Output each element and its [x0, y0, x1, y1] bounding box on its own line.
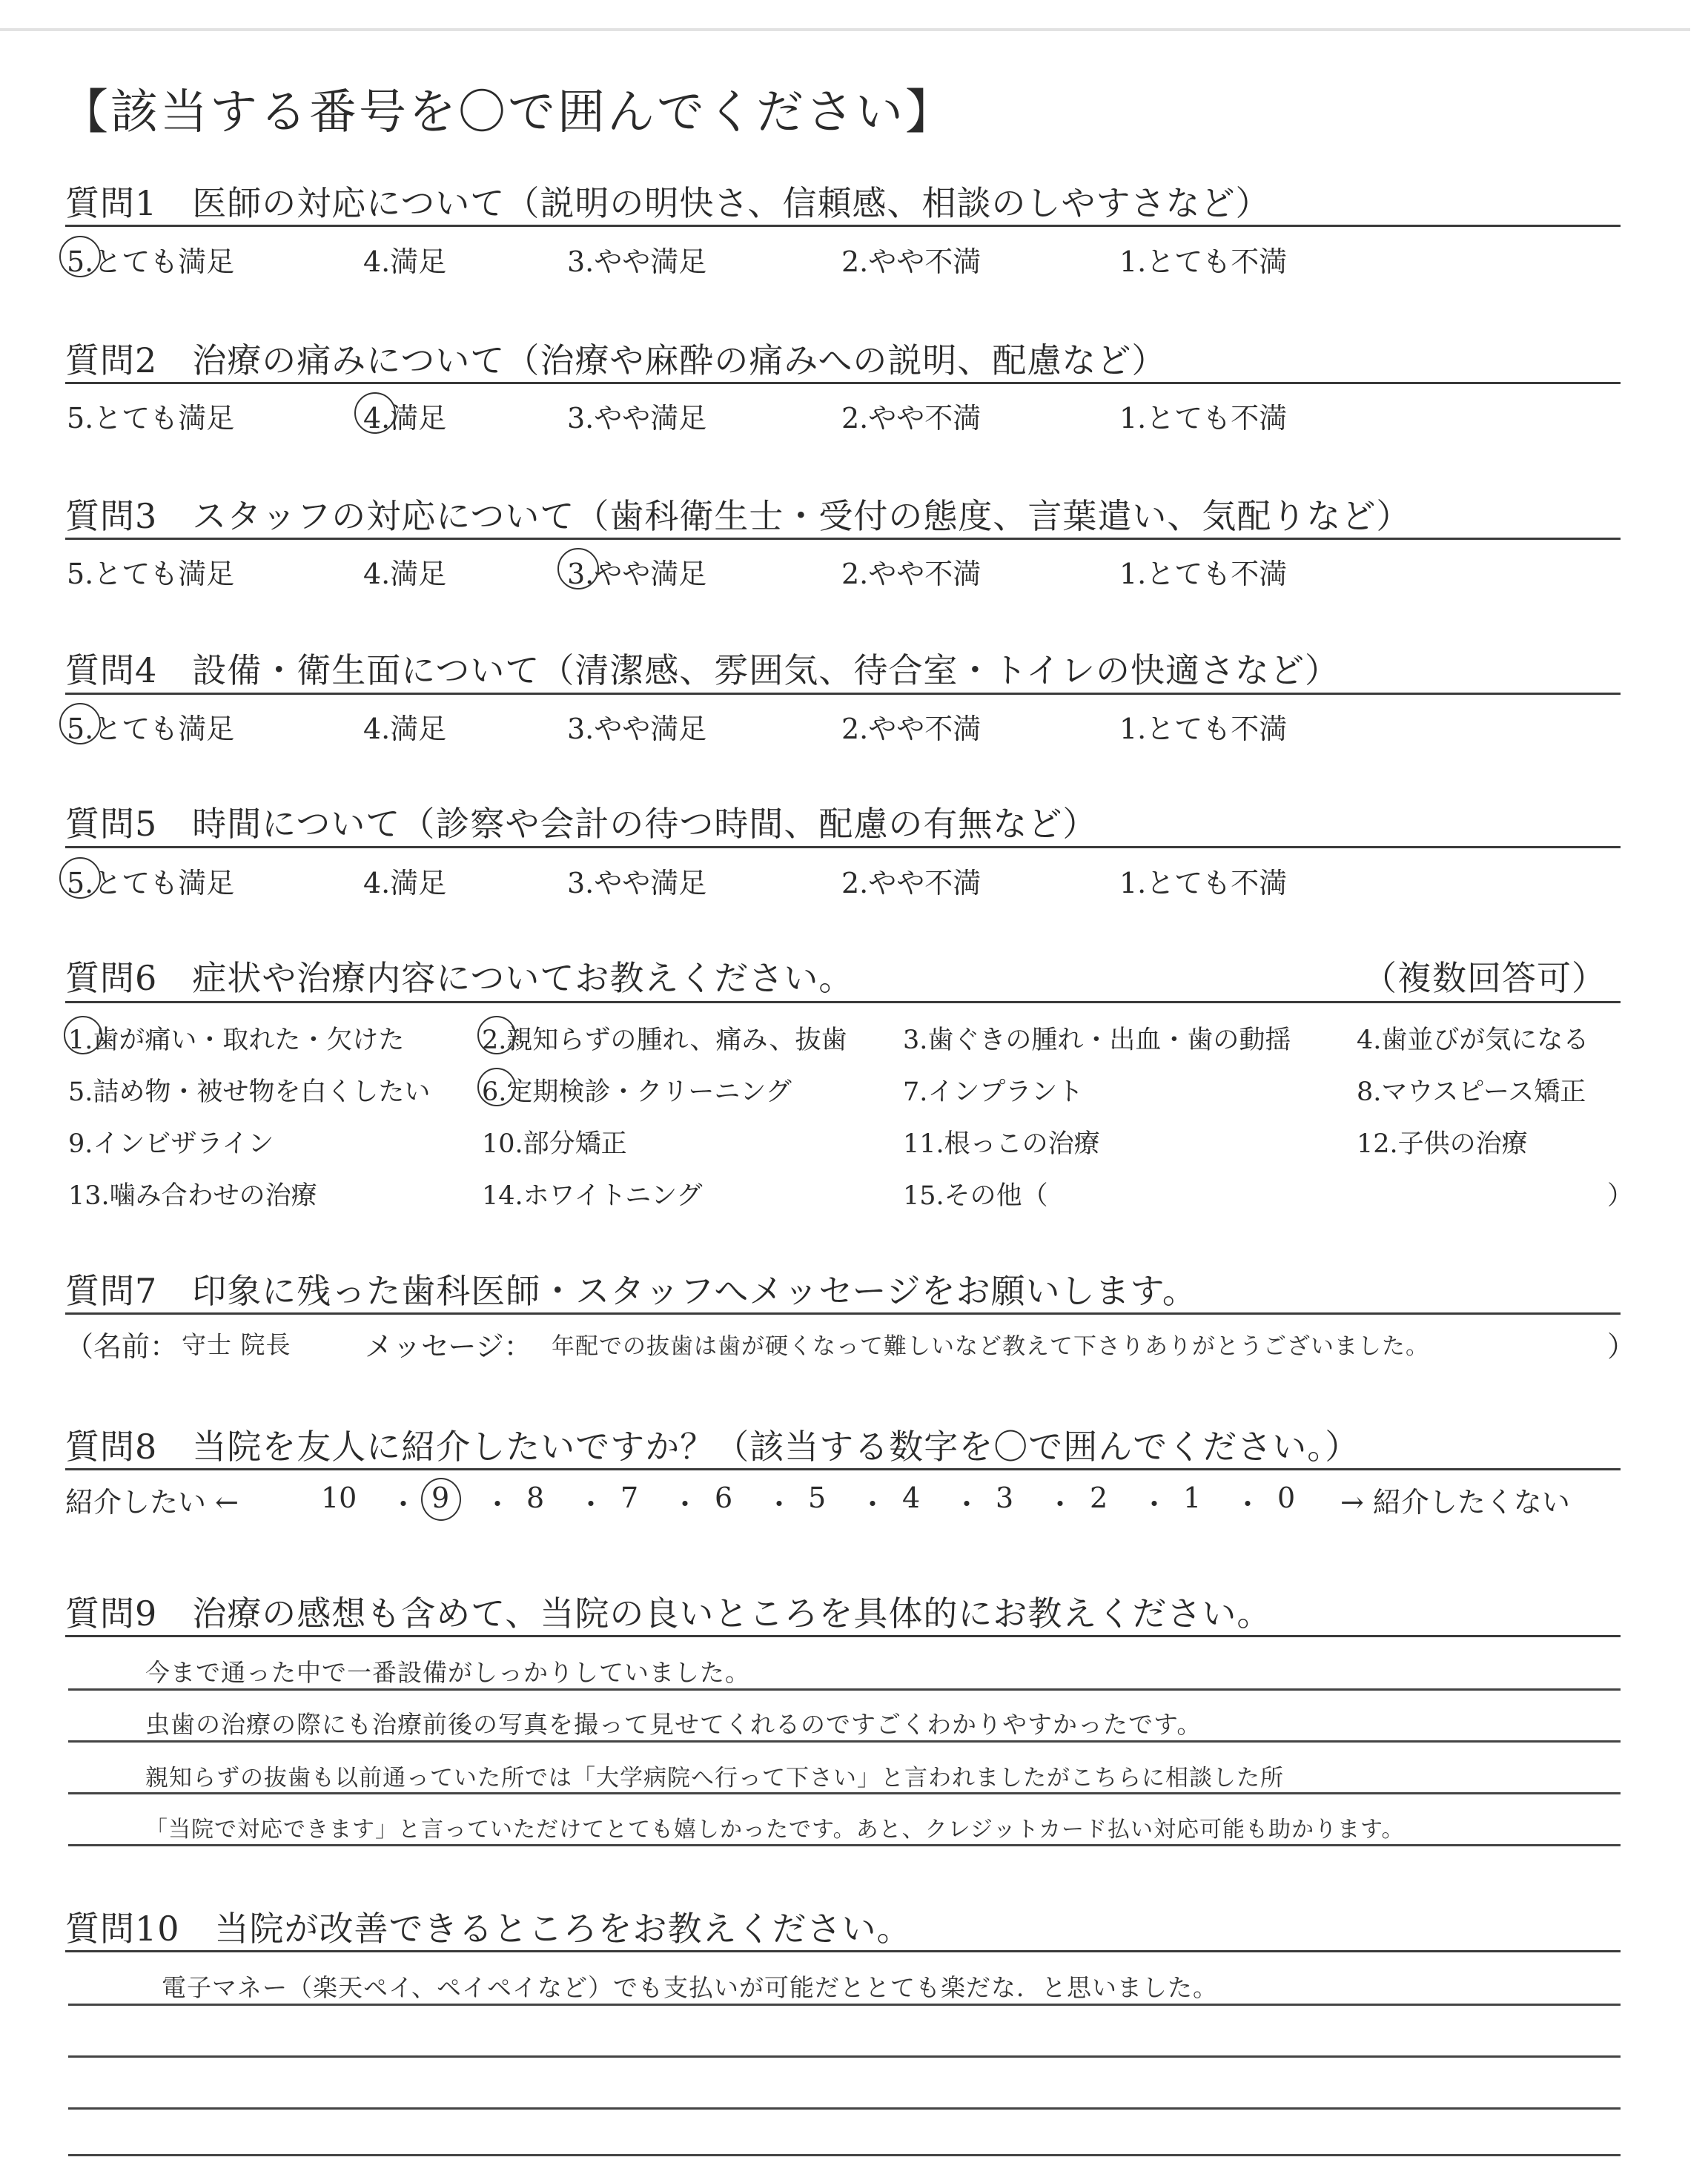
- q2-option-1[interactable]: 1.とても不満: [1119, 402, 1288, 435]
- question-9-label: 質問9 治療の感想も含めて、当院の良いところを具体的にお教えください。: [65, 1593, 1272, 1634]
- q6-item-6[interactable]: 6.定期検診・クリーニング: [482, 1077, 792, 1107]
- q9-writing-line: [68, 1740, 1621, 1743]
- q1-selection-circle: [59, 236, 101, 277]
- question-4-rule: [65, 693, 1621, 695]
- q6-selection-circle-2: [477, 1016, 516, 1054]
- q1-option-3[interactable]: 3.やや満足: [567, 245, 707, 278]
- q8-left-label: 紹介したい ←: [65, 1486, 239, 1519]
- q9-writing-line: [68, 1688, 1621, 1691]
- question-2-rule: [65, 382, 1621, 384]
- q3-option-3[interactable]: 3.やや満足: [567, 558, 707, 590]
- question-5-rule: [65, 846, 1621, 848]
- q8-separator: ・: [953, 1488, 982, 1521]
- q2-option-4[interactable]: 4.満足: [363, 402, 447, 435]
- q9-answer-line-1: 今まで通った中で一番設備がしっかりしていました。: [145, 1658, 750, 1687]
- q8-right-label: → 紹介したくない: [1340, 1486, 1570, 1519]
- q3-selection-circle: [557, 548, 599, 589]
- q6-item-4[interactable]: 4.歯並びが気になる: [1357, 1025, 1589, 1055]
- q6-item-8[interactable]: 8.マウスピース矯正: [1357, 1077, 1586, 1107]
- q10-writing-line: [68, 2154, 1621, 2156]
- question-3-label: 質問3 スタッフの対応について（歯科衛生士・受付の態度、言葉遣い、気配りなど）: [65, 496, 1411, 536]
- q4-option-3[interactable]: 3.やや満足: [567, 713, 707, 745]
- q7-message-value: 年配での抜歯は歯が硬くなって難しいなど教えて下さりありがとうございました。: [552, 1333, 1429, 1360]
- question-8-label: 質問8 当院を友人に紹介したいですか？（該当する数字を〇で囲んでください。）: [65, 1427, 1360, 1467]
- q8-scale-1[interactable]: 1: [1183, 1482, 1202, 1514]
- q8-separator: ・: [1140, 1488, 1169, 1521]
- q6-item-2[interactable]: 2.親知らずの腫れ、痛み、抜歯: [482, 1025, 847, 1055]
- q8-scale-0[interactable]: 0: [1277, 1482, 1296, 1514]
- q3-option-1[interactable]: 1.とても不満: [1119, 558, 1288, 590]
- q8-scale-8[interactable]: 8: [526, 1482, 545, 1514]
- q8-scale-7[interactable]: 7: [620, 1482, 639, 1514]
- q8-scale-6[interactable]: 6: [715, 1482, 733, 1514]
- q5-option-4[interactable]: 4.満足: [363, 867, 447, 899]
- q8-scale-3[interactable]: 3: [996, 1482, 1014, 1514]
- question-4-label: 質問4 設備・衛生面について（清潔感、雰囲気、待合室・トイレの快適さなど）: [65, 650, 1340, 690]
- q6-selection-circle-1: [64, 1016, 102, 1054]
- question-6-rule: [65, 1001, 1621, 1003]
- q9-answer-line-2: 虫歯の治療の際にも治療前後の写真を撮って見せてくれるのですごくわかりやすかったです。: [145, 1710, 1202, 1739]
- question-9-rule: [65, 1635, 1621, 1637]
- q1-option-1[interactable]: 1.とても不満: [1119, 245, 1288, 278]
- q8-scale-10[interactable]: 10: [321, 1482, 357, 1514]
- q10-writing-line: [68, 2107, 1621, 2110]
- q6-item-5[interactable]: 5.詰め物・被せ物を白くしたい: [68, 1077, 431, 1107]
- question-1-label: 質問1 医師の対応について（説明の明快さ、信頼感、相談のしやすさなど）: [65, 183, 1271, 223]
- question-2-label: 質問2 治療の痛みについて（治療や麻酔の痛みへの説明、配慮など）: [65, 340, 1167, 380]
- q5-option-3[interactable]: 3.やや満足: [567, 867, 707, 899]
- q2-option-5[interactable]: 5.とても満足: [67, 402, 235, 435]
- q2-selection-circle: [354, 392, 396, 434]
- q6-item-14[interactable]: 14.ホワイトニング: [482, 1181, 703, 1211]
- q4-option-5[interactable]: 5.とても満足: [67, 713, 235, 745]
- question-7-rule: [65, 1312, 1621, 1315]
- q10-writing-line: [68, 2004, 1621, 2006]
- question-10-label: 質問10 当院が改善できるところをお教えください。: [65, 1909, 912, 1949]
- top-border: [0, 28, 1690, 31]
- q1-option-4[interactable]: 4.満足: [363, 245, 447, 278]
- q4-option-2[interactable]: 2.やや不満: [841, 713, 982, 745]
- q6-item-9[interactable]: 9.インビザライン: [68, 1129, 274, 1159]
- q2-option-2[interactable]: 2.やや不満: [841, 402, 982, 435]
- q6-item-7[interactable]: 7.インプラント: [903, 1077, 1084, 1107]
- q8-separator: ・: [483, 1488, 512, 1521]
- q8-scale-9[interactable]: 9: [431, 1482, 450, 1514]
- q8-separator: ・: [1046, 1488, 1075, 1521]
- q6-item-1[interactable]: 1.歯が痛い・取れた・欠けた: [68, 1025, 405, 1055]
- question-6-note: （複数回答可）: [1363, 958, 1606, 998]
- q4-selection-circle: [59, 703, 101, 744]
- question-7-label: 質問7 印象に残った歯科医師・スタッフへメッセージをお願いします。: [65, 1271, 1197, 1311]
- q4-option-1[interactable]: 1.とても不満: [1119, 713, 1288, 745]
- q6-item-3[interactable]: 3.歯ぐきの腫れ・出血・歯の動揺: [903, 1025, 1291, 1055]
- q8-separator: ・: [1234, 1488, 1262, 1521]
- q3-option-4[interactable]: 4.満足: [363, 558, 447, 590]
- q8-separator: ・: [577, 1488, 606, 1521]
- q7-message-label: メッセージ：: [365, 1330, 532, 1363]
- q10-writing-line: [68, 2055, 1621, 2058]
- form-title: 【該当する番号を〇で囲んでください】: [61, 85, 955, 140]
- q10-answer-line-1: 電子マネー（楽天ペイ、ペイペイなど）でも支払いが可能だととても楽だな．と思いました。: [162, 1973, 1219, 2002]
- q7-name-value: 守士 院長: [182, 1330, 291, 1359]
- q5-selection-circle: [59, 857, 101, 899]
- question-5-label: 質問5 時間について（診察や会計の待つ時間、配慮の有無など）: [65, 804, 1098, 844]
- q6-selection-circle-6: [477, 1068, 516, 1106]
- q4-option-4[interactable]: 4.満足: [363, 713, 447, 745]
- q6-item-10[interactable]: 10.部分矯正: [482, 1129, 627, 1159]
- q8-scale-5[interactable]: 5: [808, 1482, 827, 1514]
- q8-separator: ・: [858, 1488, 887, 1521]
- q2-option-3[interactable]: 3.やや満足: [567, 402, 707, 435]
- q6-other-close-paren: ）: [1607, 1181, 1634, 1211]
- q8-selection-circle: [421, 1478, 461, 1521]
- question-8-rule: [65, 1468, 1621, 1470]
- q9-answer-line-3: 親知らずの抜歯も以前通っていた所では「大学病院へ行って下さい」と言われましたがこちらに相談した所: [145, 1765, 1284, 1791]
- q8-separator: ・: [765, 1488, 794, 1521]
- q3-option-2[interactable]: 2.やや不満: [841, 558, 982, 590]
- q5-option-5[interactable]: 5.とても満足: [67, 867, 235, 899]
- q6-item-13[interactable]: 13.噛み合わせの治療: [68, 1181, 317, 1211]
- q7-name-prefix: （名前：: [65, 1330, 179, 1363]
- question-3-rule: [65, 538, 1621, 540]
- question-1-rule: [65, 225, 1621, 227]
- q9-writing-line: [68, 1792, 1621, 1794]
- question-10-rule: [65, 1950, 1621, 1952]
- q9-writing-line: [68, 1844, 1621, 1846]
- q1-option-2[interactable]: 2.やや不満: [841, 245, 982, 278]
- q5-option-1[interactable]: 1.とても不満: [1119, 867, 1288, 899]
- q6-item-12[interactable]: 12.子供の治療: [1357, 1129, 1528, 1159]
- q8-separator: ・: [389, 1488, 418, 1521]
- q8-scale-2[interactable]: 2: [1090, 1482, 1108, 1514]
- q5-option-2[interactable]: 2.やや不満: [841, 867, 982, 899]
- q8-scale-4[interactable]: 4: [902, 1482, 921, 1514]
- q6-item-15[interactable]: 15.その他（: [903, 1181, 1048, 1211]
- q8-separator: ・: [671, 1488, 700, 1521]
- q3-option-5[interactable]: 5.とても満足: [67, 558, 235, 590]
- q7-close-paren: ）: [1607, 1330, 1636, 1363]
- question-6-label: 質問6 症状や治療内容についてお教えください。: [65, 958, 854, 998]
- q1-option-5[interactable]: 5.とても満足: [67, 245, 235, 278]
- q6-item-11[interactable]: 11.根っこの治療: [903, 1129, 1100, 1159]
- q9-answer-line-4: 「当院で対応できます」と言っていただけてとても嬉しかったです。あと、クレジットカード払い対応可能も助かります。: [145, 1817, 1405, 1843]
